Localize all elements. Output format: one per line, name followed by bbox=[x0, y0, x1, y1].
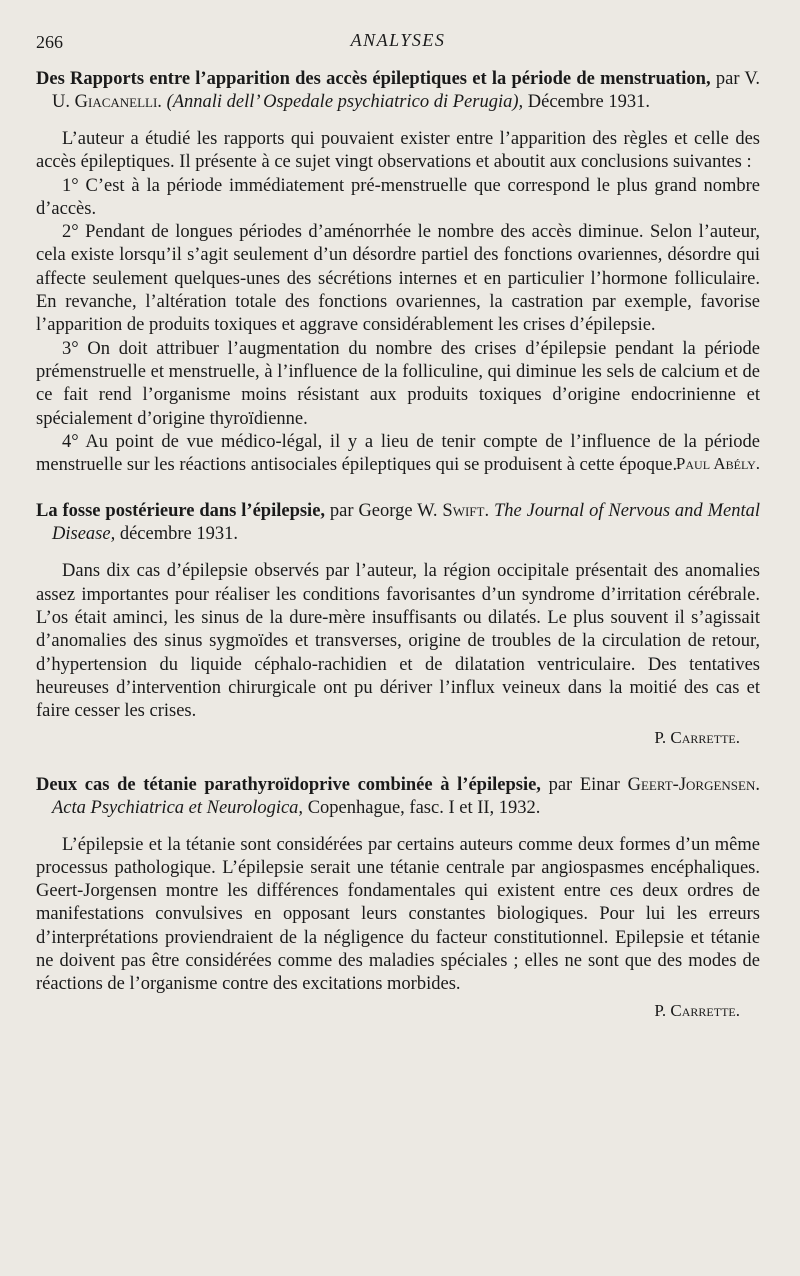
article-3 bbox=[36, 774, 760, 1021]
paragraph: L’auteur a étudié les rapports qui pouvaient exister entre l’apparition des règles et celle des accès épileptiques. Il présente à ce sujet vingt observations et aboutit aux conclusions suivantes : bbox=[36, 129, 760, 173]
article-date: décembre 1931. bbox=[115, 524, 238, 545]
article-author: Swift. bbox=[442, 501, 490, 522]
article-author: Giacanelli. bbox=[74, 92, 162, 112]
article-heading bbox=[36, 774, 760, 820]
article-date: Copenhague, fasc. I et II, 1932. bbox=[303, 797, 541, 818]
article-body bbox=[36, 128, 760, 477]
article-author: Geert-Jorgensen. bbox=[627, 774, 760, 795]
article-2 bbox=[36, 500, 760, 747]
running-head bbox=[36, 26, 760, 56]
article-title: Deux cas de tétanie parathyroïdoprive combinée à l’épilepsie, bbox=[36, 774, 541, 795]
article-journal: Acta Psychiatrica et Neurologica, bbox=[52, 797, 304, 818]
article-body bbox=[36, 560, 760, 723]
paragraph: 2° Pendant de longues périodes d’aménorrhée le nombre des accès diminue. Selon l’auteur, cela existe lorsqu’il s’agit seulement d’un désordre partiel des fonctions ovariennes, désordre qui affecte seulement quelques-unes des sécrétions internes et en particulier l’hormone folliculaire. En revanche, l’altération totale des fonctions ovariennes, la castration par exemple, favorise l’apparition de produits toxiques et aggrave considérablement les crises d’épilepsie. bbox=[36, 222, 760, 336]
article-heading bbox=[36, 68, 760, 114]
article-1 bbox=[36, 68, 760, 474]
article-signature: P. Carrette. bbox=[654, 727, 740, 747]
article-title: Des Rapports entre l’apparition des accès épileptiques et la période de menstruation, bbox=[36, 69, 711, 89]
article-title: La fosse postérieure dans l’épilepsie, bbox=[36, 501, 326, 522]
article-journal: (Annali dell’ Ospedale psychiatrico di Perugia), bbox=[161, 92, 524, 112]
article-journal: The Journal of Nervous and Mental Disease, bbox=[52, 501, 760, 545]
paragraph: L’épilepsie et la tétanie sont considérées par certains auteurs comme deux formes d’un même processus pathologique. L’épilepsie serait une tétanie centrale par angiospasmes encéphaliques. Geert-Jorgensen montre les différences fondamentales qui existent entre ces deux ordres de manifestations convulsives en opposant leurs constantes biologiques. Pour lui les erreurs d’interprétations proviendraient de la négligence du facteur constitutionnel. Epilepsie et tétanie ne doivent pas être considérées comme des maladies spéciales ; elles ne sont que des modes de réactions de l’organisme contre des excitations morbides. bbox=[36, 834, 760, 995]
article-by: par Einar bbox=[540, 774, 628, 795]
article-by: par George W. bbox=[325, 501, 443, 522]
paragraph: 3° On doit attribuer l’augmentation du nombre des crises d’épilepsie pendant la période prémenstruelle et menstruelle, à l’influence de la folliculine, qui diminue les sels de calcium et de ce fait rend l’organisme moins résistant aux produits toxiques d’origine endocrinienne et spécialement d’origine thyroïdienne. bbox=[36, 338, 760, 429]
article-signature: Paul Abély. bbox=[675, 454, 760, 474]
paragraph: Dans dix cas d’épilepsie observés par l’auteur, la région occipitale présentait des anomalies assez importantes pour réaliser les conditions favorisantes d’un syndrome d’irritation cérébrale. L’os était aminci, les sinus de la dure-mère insuffisants ou dilatés. Le plus souvent il s’agissait d’anomalies des sinus sygmoïdes et transverses, origine de troubles de la circulation de retour, d’hypertension du liquide céphalo-rachidien et de dilatation ventriculaire. Des tentatives heureuses d’intervention chirurgicale ont pu dériver l’influx veineux dans la moitié des cas et faire cesser les crises. bbox=[36, 561, 760, 722]
article-by: par V. U. bbox=[52, 69, 761, 112]
article-body bbox=[36, 834, 760, 997]
article-date: Décembre 1931. bbox=[523, 92, 651, 112]
paragraph: 1° C’est à la période immédiatement pré-menstruelle que correspond le plus grand nombre d’accès. bbox=[36, 175, 760, 219]
article-heading bbox=[36, 500, 760, 546]
running-title: ANALYSES bbox=[350, 30, 446, 50]
paragraph: 4° Au point de vue médico-légal, il y a lieu de tenir compte de l’influence de la période menstruelle sur les réactions antisociales épileptiques qui se produisent à cette époque. bbox=[36, 431, 760, 476]
page-number: 266 bbox=[36, 32, 63, 52]
article-signature: P. Carrette. bbox=[654, 1000, 740, 1020]
